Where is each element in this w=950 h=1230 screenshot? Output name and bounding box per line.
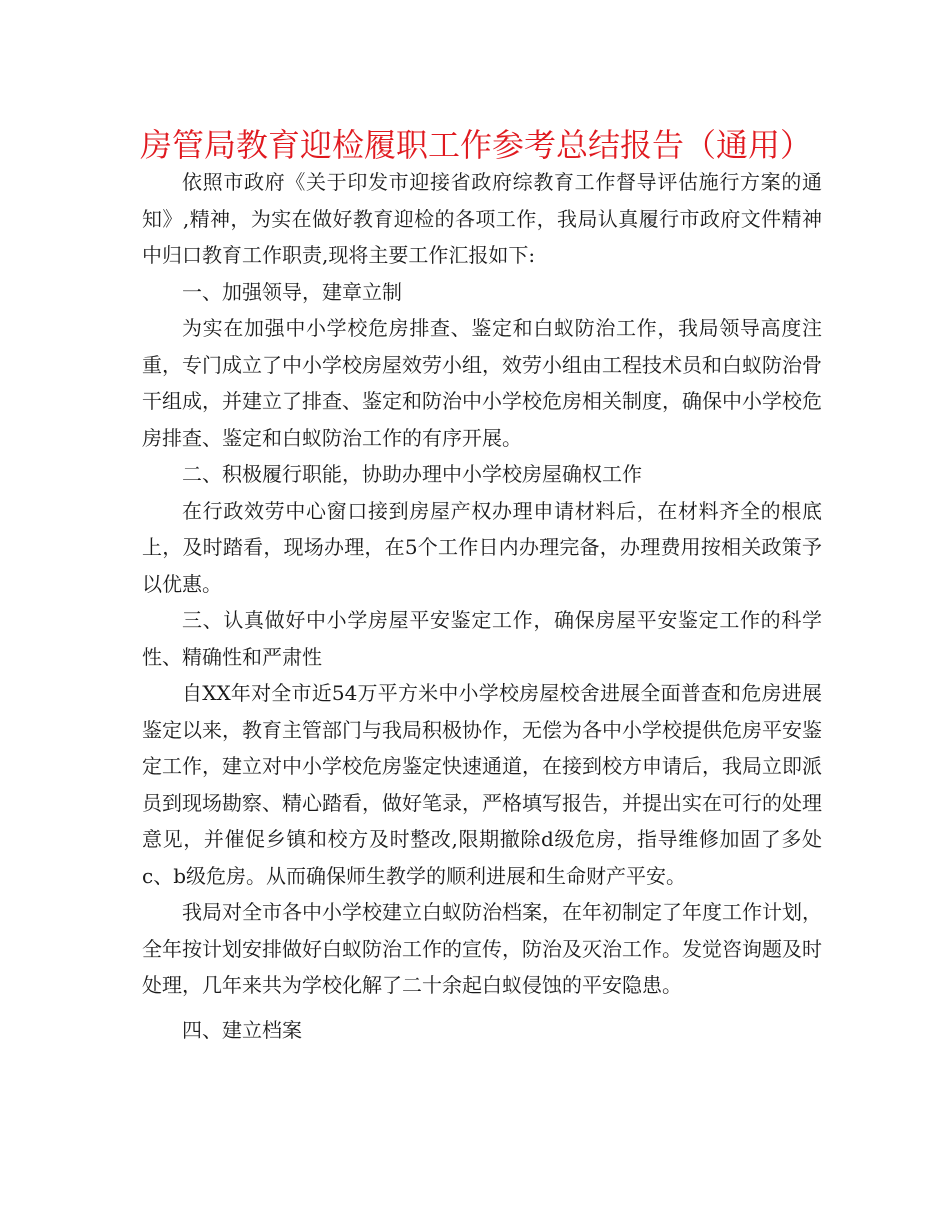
section-paragraph-2: 在行政效劳中心窗口接到房屋产权办理申请材料后，在材料齐全的根底上，及时踏看，现场办理，在5个工作日内办理完备，办理费用按相关政策予以优惠。 [142, 498, 822, 596]
document-body [142, 164, 822, 1048]
section-paragraph-1: 为实在加强中小学校危房排查、鉴定和白蚁防治工作，我局领导高度注重，专门成立了中小学校房屋效劳小组，效劳小组由工程技术员和白蚁防治骨干组成，并建立了排查、鉴定和防治中小学校危房相关制度，确保中小学校危房排查、鉴定和白蚁防治工作的有序开展。 [142, 316, 822, 450]
section-heading-3: 三、认真做好中小学房屋平安鉴定工作，确保房屋平安鉴定工作的科学性、精确性和严肃性 [142, 608, 822, 669]
section-paragraph-3: 自XX年对全市近54万平方米中小学校房屋校舍进展全面普查和危房进展鉴定以来，教育主管部门与我局积极协作，无偿为各中小学校提供危房平安鉴定工作，建立对中小学校危房鉴定快速通道，在接到校方申请后，我局立即派员到现场勘察、精心踏看，做好笔录，严格填写报告，并提出实在可行的处理意见，并催促乡镇和校方及时整改,限期撤除d级危房，指导维修加固了多处c、b级危房。从而确保师生教学的顺利进展和生命财产平安。 [142, 681, 822, 888]
section-heading-1: 一、加强领导，建章立制 [182, 279, 402, 304]
section-heading-2: 二、积极履行职能，协助办理中小学校房屋确权工作 [182, 462, 642, 486]
section-heading-4: 四、建立档案 [182, 1017, 302, 1042]
intro-paragraph: 依照市政府《关于印发市迎接省政府综教育工作督导评估施行方案的通知》,精神，为实在做好教育迎检的各项工作，我局认真履行市政府文件精神中归口教育工作职责,现将主要工作汇报如下: [142, 170, 822, 267]
document-title: 房管局教育迎检履职工作参考总结报告（通用） [140, 126, 813, 164]
section-paragraph-3b: 我局对全市各中小学校建立白蚁防治档案，在年初制定了年度工作计划，全年按计划安排做好白蚁防治工作的宣传，防治及灭治工作。发觉咨询题及时处理，几年来共为学校化解了二十余起白蚁侵蚀的平安隐患。 [142, 900, 822, 997]
